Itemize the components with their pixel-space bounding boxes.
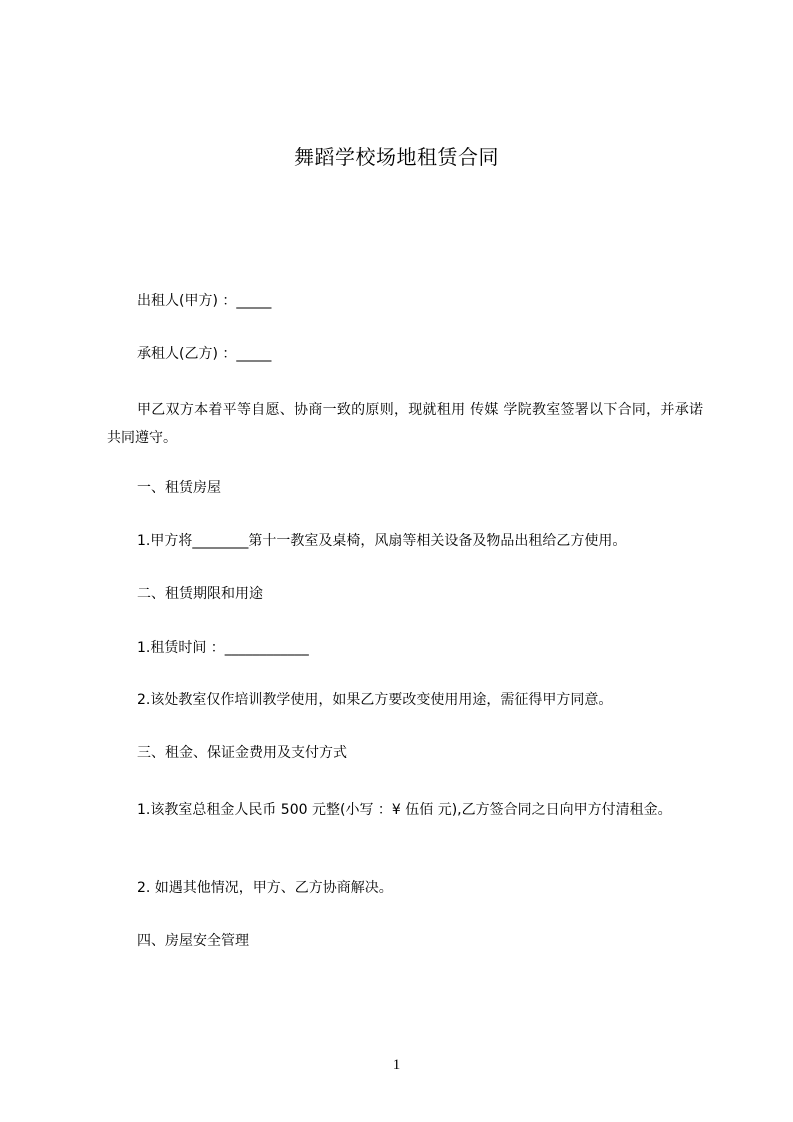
clause-premises-1: 1.甲方将________第十一教室及桌椅，风扇等相关设备及物品出租给乙方使用。 (137, 533, 627, 549)
intro-paragraph: 甲乙双方本着平等自愿、协商一致的原则，现就租用 传媒 学院教室签署以下合同，并承诺共同遵守。 (107, 402, 703, 446)
page-number: 1 (392, 1057, 401, 1073)
clause-term-1: 1.租赁时间 ：____________ (137, 640, 309, 656)
clause-rent-1: 1.该教室总租金人民币 500 元整(小写 ：¥ 伍佰 元),乙方签合同之日向甲方付清租金。 (137, 802, 672, 818)
clause-rent-2: 2. 如遇其他情况，甲方、乙方协商解决。 (137, 880, 393, 896)
lessor-line: 出租人(甲方) ：_____ (137, 293, 272, 309)
document-title: 舞蹈学校场地租赁合同 (294, 145, 499, 169)
clause-term-2: 2.该处教室仅作培训教学使用，如果乙方要改变使用用途，需征得甲方同意。 (137, 692, 613, 708)
section-heading-term-and-use: 二、租赁期限和用途 (137, 586, 263, 602)
lessee-line: 承租人(乙方) ：_____ (137, 346, 272, 362)
section-heading-rental-premises: 一、租赁房屋 (137, 480, 221, 496)
section-heading-rent-and-payment: 三、租金、保证金费用及支付方式 (137, 745, 347, 761)
section-heading-safety-management: 四、房屋安全管理 (137, 933, 249, 949)
